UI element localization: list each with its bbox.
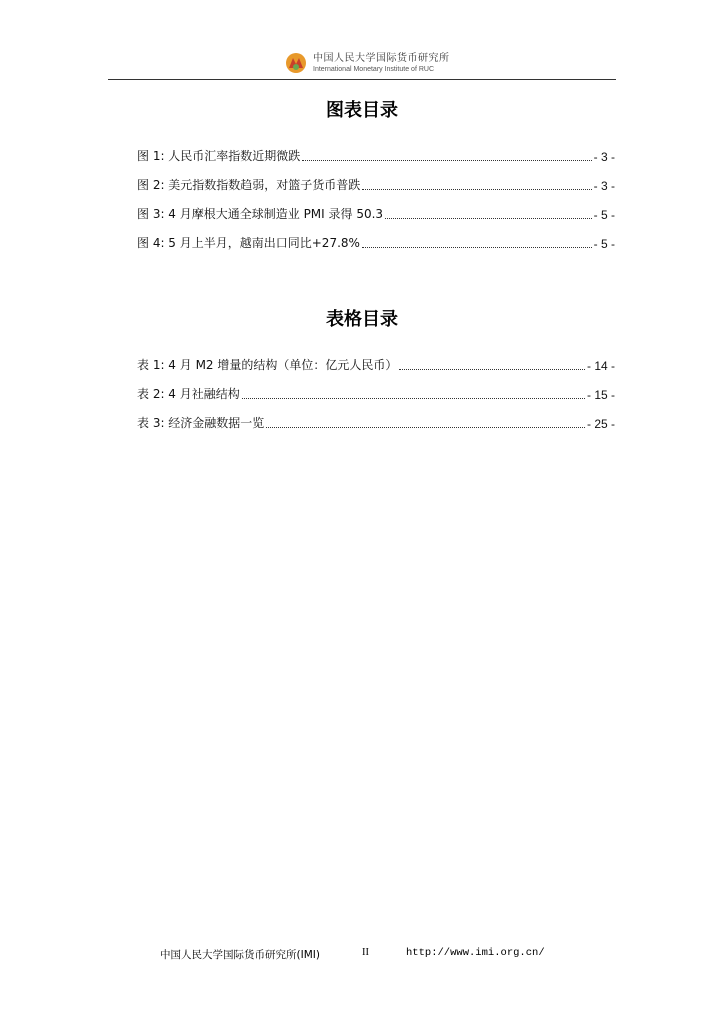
toc-leader-dots xyxy=(362,246,592,248)
imi-logo-icon xyxy=(285,52,307,74)
toc-entry-page: - 3 - xyxy=(593,150,615,164)
institute-logo xyxy=(285,52,450,74)
toc-entry-page: - 3 - xyxy=(593,179,615,193)
page-header xyxy=(0,0,724,82)
toc-entry-label: 表 2: 4 月社融结构 xyxy=(137,387,240,401)
toc-entry-page: - 5 - xyxy=(593,208,615,222)
footer-url-link[interactable]: http://www.imi.org.cn/ xyxy=(406,947,545,959)
toc-entry-label: 图 3: 4 月摩根大通全球制造业 PMI 录得 50.3 xyxy=(137,207,384,221)
toc-entry-label: 图 1: 人民币汇率指数近期微跌 xyxy=(137,149,301,163)
figures-toc-title: 图表目录 xyxy=(326,100,398,121)
header-rule xyxy=(108,79,616,80)
toc-leader-dots xyxy=(385,217,592,219)
tables-toc-title: 表格目录 xyxy=(326,309,398,330)
toc-entry-page: - 15 - xyxy=(586,388,615,402)
toc-entry-figure-1[interactable] xyxy=(137,135,615,164)
toc-entry-page: - 5 - xyxy=(593,237,615,251)
toc-entry-table-3[interactable] xyxy=(137,402,615,431)
toc-entry-figure-3[interactable] xyxy=(137,193,615,222)
figures-toc-list xyxy=(137,135,615,251)
toc-leader-dots xyxy=(266,426,585,428)
toc-entry-page: - 25 - xyxy=(586,417,615,431)
toc-entry-table-2[interactable] xyxy=(137,373,615,402)
toc-leader-dots xyxy=(362,188,591,190)
footer-org: 中国人民大学国际货币研究所(IMI) xyxy=(160,949,320,961)
tables-toc-list xyxy=(137,344,615,431)
toc-entry-figure-2[interactable] xyxy=(137,164,615,193)
toc-leader-dots xyxy=(399,368,585,370)
toc-entry-figure-4[interactable] xyxy=(137,222,615,251)
toc-entry-label: 表 3: 经济金融数据一览 xyxy=(137,416,265,430)
toc-leader-dots xyxy=(302,159,591,161)
page-footer xyxy=(0,947,724,963)
toc-entry-label: 图 4: 5 月上半月，越南出口同比+27.8% xyxy=(137,236,360,250)
toc-entry-table-1[interactable] xyxy=(137,344,615,373)
toc-leader-dots xyxy=(242,397,585,399)
header-org-cn: 中国人民大学国际货币研究所 xyxy=(313,52,450,64)
footer-page-number: II xyxy=(362,947,369,958)
toc-entry-label: 图 2: 美元指数指数趋弱，对篮子货币普跌 xyxy=(137,178,361,192)
toc-entry-label: 表 1: 4 月 M2 增量的结构（单位：亿元人民币） xyxy=(137,358,398,372)
toc-entry-page: - 14 - xyxy=(586,359,615,373)
header-org-en: International Monetary Institute of RUC xyxy=(313,65,435,73)
